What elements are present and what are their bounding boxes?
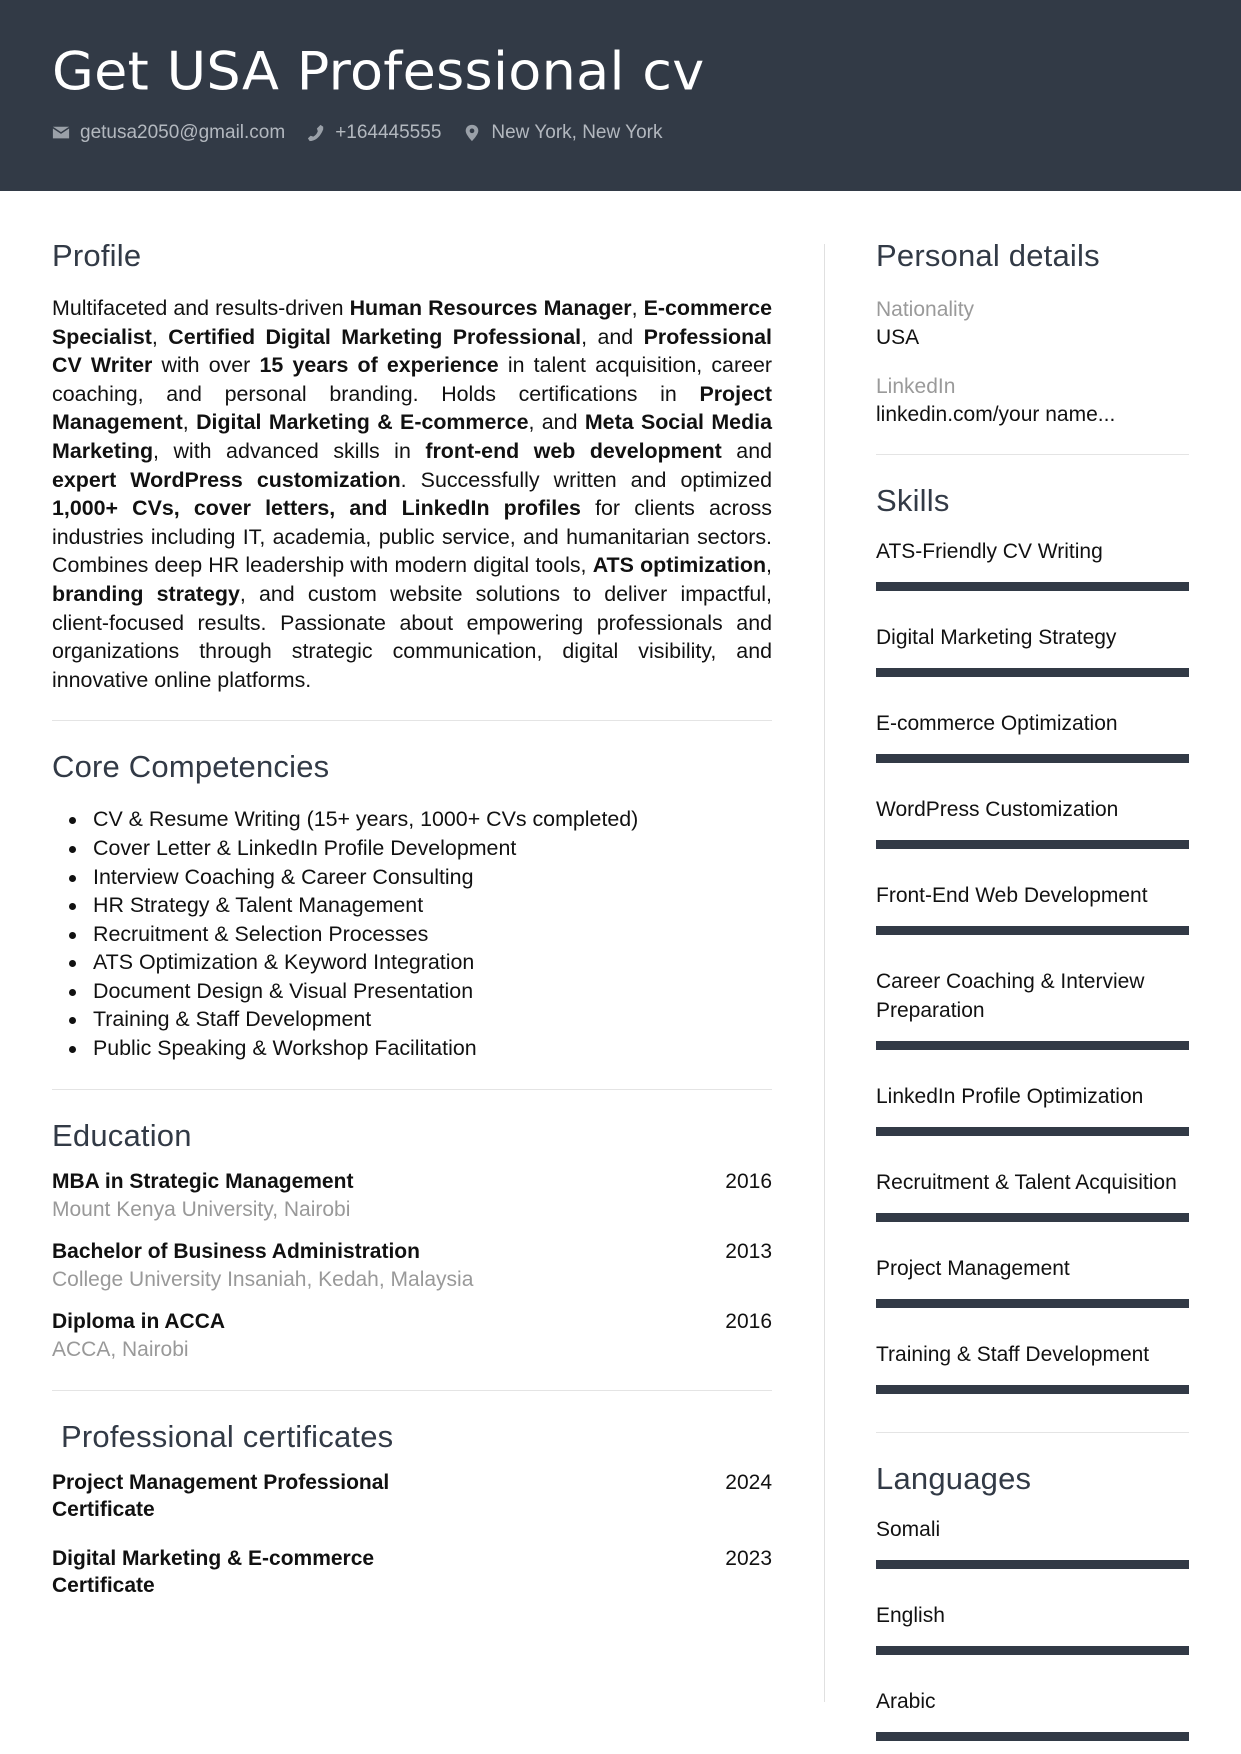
- level-bar-track: [876, 1041, 1189, 1050]
- section-divider: [52, 1390, 772, 1391]
- column-divider: [824, 244, 825, 1702]
- section-title-personal: Personal details: [876, 238, 1100, 273]
- level-bar-fill: [876, 754, 1189, 763]
- section-title-education: Education: [52, 1117, 192, 1153]
- section-title-profile: Profile: [52, 238, 142, 273]
- languages-list: [876, 1515, 1189, 1741]
- profile-text-run: for clients across industries including IT, academia, public service, and humanitarian sectors. Combines deep HR leadership with modern digital tools,: [52, 496, 772, 578]
- profile-text-run: , and custom website solutions to deliver impactful, client-focused results. Passionate about empowering professionals and organizations through strategic communication, digital visibility, and innovative online platforms.: [52, 581, 772, 692]
- section-divider: [876, 454, 1189, 455]
- level-bar-fill: [876, 668, 1189, 677]
- degree-name: Bachelor of Business Administration: [52, 1239, 420, 1263]
- profile-highlight: expert WordPress customization: [52, 467, 401, 492]
- language-name: Somali: [876, 1518, 941, 1541]
- map-marker-icon: [463, 124, 481, 142]
- level-bar-track: [876, 1385, 1189, 1394]
- section-title-certificates: Professional certificates: [61, 1418, 394, 1454]
- profile-text-run: and: [721, 438, 773, 463]
- certificate-name-line: Project Management Professional: [52, 1470, 390, 1494]
- skill-item: [876, 795, 1189, 849]
- education-entry: [52, 1308, 772, 1364]
- skill-item: [876, 709, 1189, 763]
- section-divider: [52, 720, 772, 721]
- profile-text-run: ,: [766, 553, 772, 578]
- personal-field-linkedin: [876, 373, 1189, 429]
- level-bar-track: [876, 668, 1189, 677]
- level-bar-track: [876, 1213, 1189, 1222]
- education-section: [52, 1118, 772, 1364]
- level-bar-fill: [876, 1127, 1189, 1136]
- profile-text-run: ,: [631, 296, 644, 320]
- linkedin-link[interactable]: linkedin.com/your name...: [876, 403, 1116, 426]
- skill-item: [876, 623, 1189, 677]
- skill-name: WordPress Customization: [876, 798, 1119, 821]
- section-title-skills: Skills: [876, 483, 950, 518]
- certificates-list: [52, 1469, 772, 1599]
- level-bar-fill: [876, 926, 1189, 935]
- personal-field-nationality: [876, 296, 1189, 352]
- languages-section: [876, 1461, 1189, 1741]
- resume-header: [0, 0, 1241, 191]
- certificates-section: [52, 1419, 772, 1599]
- section-title-languages: Languages: [876, 1461, 1032, 1496]
- profile-text-run: , with advanced skills in: [153, 438, 426, 463]
- profile-highlight: 15 years of experience: [259, 353, 499, 378]
- certificate-name-line: Certificate: [52, 1573, 155, 1597]
- profile-highlight: front-end web development: [425, 438, 722, 463]
- profile-highlight: E-commerce Specialist: [52, 296, 773, 349]
- skill-item: [876, 1254, 1189, 1308]
- phone-icon: [307, 124, 325, 142]
- skill-item: [876, 967, 1189, 1050]
- level-bar-fill: [876, 840, 1189, 849]
- skill-name: ATS-Friendly CV Writing: [876, 540, 1103, 563]
- degree-name: Diploma in ACCA: [52, 1309, 226, 1333]
- field-label: Nationality: [876, 298, 975, 321]
- profile-text-run: with over: [152, 353, 260, 378]
- education-year: 2016: [725, 1169, 772, 1193]
- location-text: New York, New York: [491, 122, 663, 143]
- profile-highlight: Professional CV Writer: [52, 324, 772, 378]
- language-item: [876, 1515, 1189, 1569]
- section-title-competencies: Core Competencies: [52, 749, 330, 785]
- competency-item: Recruitment & Selection Processes: [52, 920, 772, 949]
- skill-name: LinkedIn Profile Optimization: [876, 1085, 1144, 1108]
- candidate-name: Get USA Professional cv: [52, 40, 705, 103]
- education-year: 2013: [725, 1239, 772, 1263]
- level-bar-fill: [876, 1213, 1189, 1222]
- level-bar-track: [876, 1646, 1189, 1655]
- education-list: [52, 1168, 772, 1364]
- phone-text: +164445555: [335, 122, 442, 143]
- competency-item: Document Design & Visual Presentation: [52, 977, 772, 1006]
- certificate-entry: [52, 1545, 772, 1599]
- skill-item: [876, 1168, 1189, 1222]
- profile-highlight: Meta Social Media Marketing: [52, 410, 772, 463]
- level-bar-track: [876, 840, 1189, 849]
- certificate-year: 2023: [725, 1546, 772, 1570]
- profile-text-run: , and: [528, 410, 585, 435]
- competency-item: HR Strategy & Talent Management: [52, 891, 772, 920]
- certificate-entry: [52, 1469, 772, 1523]
- profile-highlight: Digital Marketing & E-commerce: [196, 410, 529, 435]
- field-value: USA: [876, 326, 920, 349]
- competency-item: CV & Resume Writing (15+ years, 1000+ CVs completed): [52, 805, 772, 834]
- competency-item: Cover Letter & LinkedIn Profile Development: [52, 834, 772, 863]
- section-divider: [52, 1089, 772, 1090]
- skill-item: [876, 537, 1189, 591]
- certificate-name: [52, 1545, 374, 1599]
- email-text: getusa2050@gmail.com: [80, 122, 286, 143]
- contact-phone[interactable]: [307, 122, 441, 144]
- level-bar-fill: [876, 1732, 1189, 1741]
- personal-details-section: [876, 238, 1189, 429]
- language-item: [876, 1601, 1189, 1655]
- level-bar-track: [876, 754, 1189, 763]
- skill-name: Recruitment & Talent Acquisition: [876, 1171, 1177, 1194]
- level-bar-track: [876, 926, 1189, 935]
- skill-name: Front-End Web Development: [876, 884, 1148, 907]
- skill-name: Digital Marketing Strategy: [876, 626, 1117, 649]
- education-details: [52, 1168, 353, 1224]
- level-bar-track: [876, 1732, 1189, 1741]
- level-bar-track: [876, 582, 1189, 591]
- profile-highlight: Certified Digital Marketing Professional: [168, 324, 582, 349]
- education-year: 2016: [725, 1309, 772, 1333]
- field-label: LinkedIn: [876, 375, 956, 398]
- profile-summary: [52, 294, 772, 694]
- skill-name: Career Coaching & Interview Preparation: [876, 970, 1145, 1022]
- skills-section: [876, 483, 1189, 1394]
- profile-highlight: 1,000+ CVs, cover letters, and LinkedIn profiles: [52, 496, 581, 521]
- certificate-name-line: Certificate: [52, 1497, 155, 1521]
- contact-email[interactable]: [52, 122, 285, 144]
- competency-item: Interview Coaching & Career Consulting: [52, 863, 772, 892]
- certificate-name: [52, 1469, 389, 1523]
- main-column: [52, 238, 772, 1599]
- competencies-section: [52, 749, 772, 1062]
- section-divider: [876, 1432, 1189, 1433]
- profile-text-run: ,: [151, 324, 169, 349]
- profile-text-run: Multifaceted and results-driven: [52, 296, 350, 320]
- education-details: [52, 1238, 473, 1294]
- certificate-name-line: Digital Marketing & E-commerce: [52, 1546, 375, 1570]
- profile-highlight: Human Resources Manager: [349, 296, 632, 320]
- competency-item: Training & Staff Development: [52, 1005, 772, 1034]
- level-bar-fill: [876, 1560, 1189, 1569]
- skills-list: [876, 537, 1189, 1394]
- level-bar-track: [876, 1299, 1189, 1308]
- level-bar-track: [876, 1127, 1189, 1136]
- sidebar-column: [876, 238, 1189, 1741]
- level-bar-fill: [876, 1299, 1189, 1308]
- skill-item: [876, 881, 1189, 935]
- skill-name: E-commerce Optimization: [876, 712, 1118, 735]
- language-name: Arabic: [876, 1690, 936, 1713]
- profile-text-run: , and: [581, 324, 644, 349]
- profile-text-run: in talent acquisition, career coaching, and personal branding. Holds certifications in: [52, 353, 772, 406]
- profile-text-run: ,: [182, 410, 197, 435]
- profile-highlight: branding strategy: [52, 581, 240, 606]
- envelope-icon: [52, 124, 70, 142]
- education-entry: [52, 1168, 772, 1224]
- skill-name: Training & Staff Development: [876, 1343, 1150, 1366]
- profile-highlight: Project Management: [52, 381, 772, 435]
- profile-section: [52, 238, 772, 694]
- degree-name: MBA in Strategic Management: [52, 1169, 354, 1193]
- education-details: [52, 1308, 225, 1364]
- level-bar-track: [876, 1560, 1189, 1569]
- language-item: [876, 1687, 1189, 1741]
- competencies-list: [52, 805, 772, 1062]
- school-name: College University Insaniah, Kedah, Malaysia: [52, 1267, 474, 1291]
- school-name: Mount Kenya University, Nairobi: [52, 1197, 351, 1221]
- certificate-year: 2024: [725, 1470, 772, 1494]
- contact-location: [463, 122, 662, 144]
- level-bar-fill: [876, 582, 1189, 591]
- education-entry: [52, 1238, 772, 1294]
- level-bar-fill: [876, 1385, 1189, 1394]
- language-name: English: [876, 1604, 945, 1627]
- skill-name: Project Management: [876, 1257, 1070, 1280]
- level-bar-fill: [876, 1041, 1189, 1050]
- profile-highlight: ATS optimization: [592, 553, 767, 578]
- school-name: ACCA, Nairobi: [52, 1337, 189, 1361]
- level-bar-fill: [876, 1646, 1189, 1655]
- skill-item: [876, 1340, 1189, 1394]
- skill-item: [876, 1082, 1189, 1136]
- competency-item: ATS Optimization & Keyword Integration: [52, 948, 772, 977]
- profile-text-run: . Successfully written and optimized: [400, 467, 772, 492]
- contact-info: [52, 122, 684, 144]
- competency-item: Public Speaking & Workshop Facilitation: [52, 1034, 772, 1063]
